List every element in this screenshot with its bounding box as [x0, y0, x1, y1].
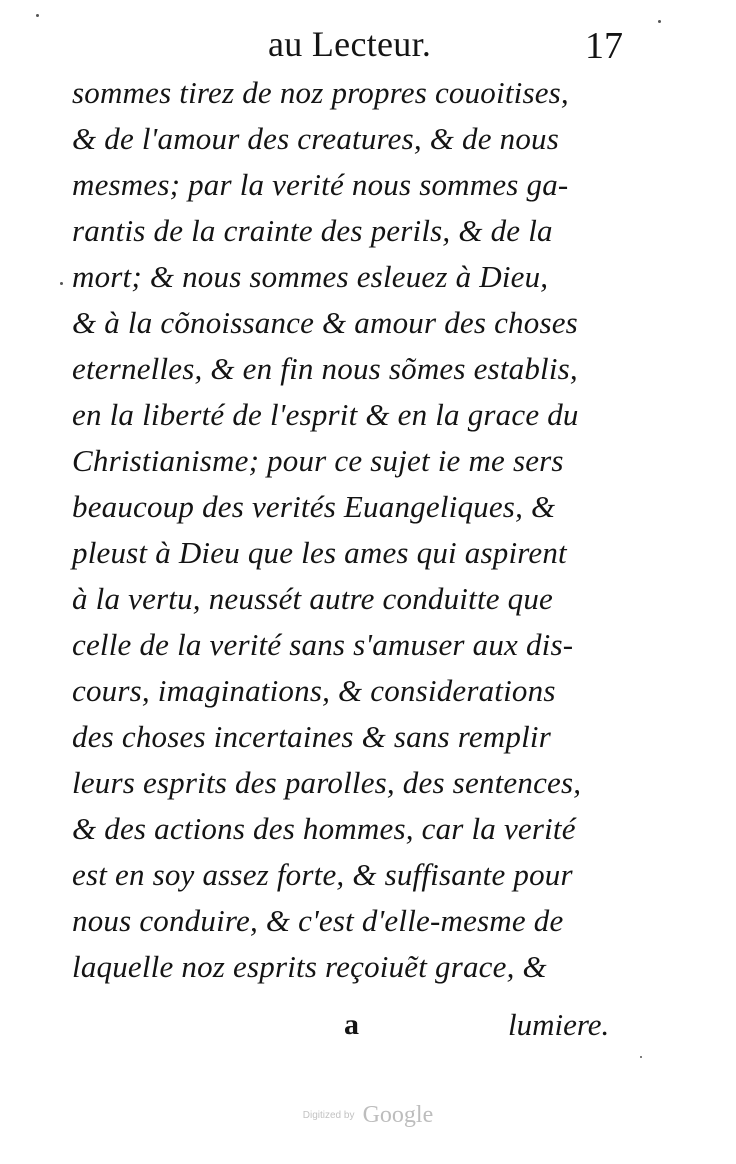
catchword: lumiere.	[508, 1007, 610, 1042]
watermark-prefix: Digitized by	[302, 1110, 355, 1121]
text-line: pleust à Dieu que les ames qui aspirent	[72, 535, 567, 570]
text-line: leurs esprits des parolles, des sentences,	[72, 765, 582, 800]
text-line: rantis de la crainte des perils, & de la	[72, 213, 553, 248]
watermark-brand: Google	[362, 1102, 434, 1128]
text-line: est en soy assez forte, & suffisante pour	[72, 857, 573, 892]
page-header	[0, 12, 736, 68]
text-line: mesmes; par la verité nous sommes ga-	[72, 167, 569, 202]
text-line: eternelles, & en fin nous sõmes establis,	[72, 351, 578, 386]
page-footer-row	[72, 1002, 632, 1048]
running-head: au Lecteur.	[268, 24, 432, 64]
text-line: Christianisme; pour ce sujet ie me sers	[72, 443, 564, 478]
text-line: & des actions des hommes, car la verité	[72, 811, 576, 846]
text-line: & à la cõnoissance & amour des choses	[72, 305, 578, 340]
digitization-watermark	[0, 1102, 736, 1142]
signature-mark: a	[344, 1008, 359, 1041]
text-line: sommes tirez de noz propres couoitises,	[72, 75, 569, 110]
text-line: des choses incertaines & sans remplir	[72, 719, 551, 754]
page-number: 17	[585, 25, 623, 67]
text-line: mort; & nous sommes esleuez à Dieu,	[72, 259, 549, 294]
scan-speck	[640, 1056, 642, 1058]
scan-speck	[60, 282, 63, 285]
text-line: & de l'amour des creatures, & de nous	[72, 121, 560, 156]
text-line: en la liberté de l'esprit & en la grace du	[72, 397, 579, 432]
scan-speck	[36, 14, 39, 17]
text-line: beaucoup des verités Euangeliques, &	[72, 489, 556, 524]
text-line: à la vertu, neussét autre conduitte que	[72, 581, 554, 616]
text-line: laquelle noz esprits reçoiuẽt grace, &	[72, 949, 547, 984]
text-line: cours, imaginations, & considerations	[72, 673, 556, 708]
scan-speck	[658, 20, 661, 23]
body-text	[72, 70, 632, 990]
text-line: nous conduire, & c'est d'elle-mesme de	[72, 903, 564, 938]
text-line: celle de la verité sans s'amuser aux dis-	[72, 627, 574, 662]
